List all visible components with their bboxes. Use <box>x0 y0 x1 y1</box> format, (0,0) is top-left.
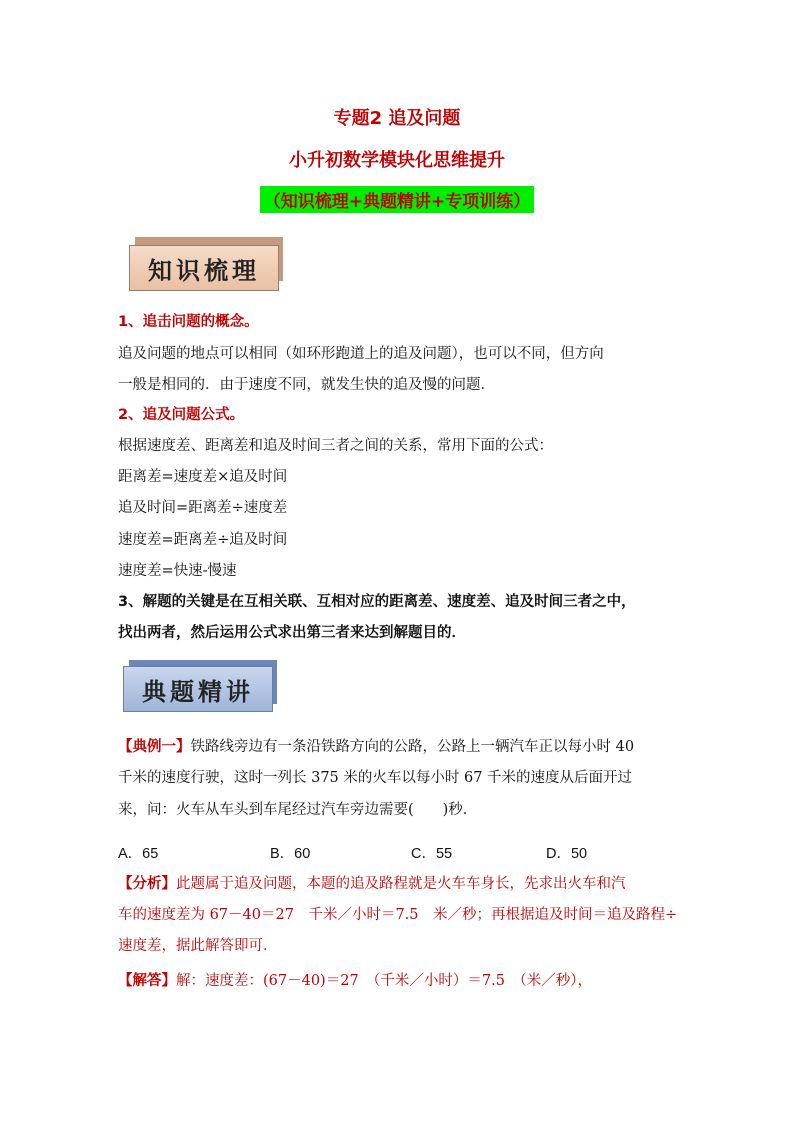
answer-text: 解：速度差：(67－40)＝27 （千米／小时）＝7.5 （米／秒）， <box>176 973 592 989</box>
k3-line2: 找出两者，然后运用公式求出第三者来达到解题目的． <box>118 625 466 641</box>
example1-line2: 千米的速度行驶，这时一列长 375 米的火车以每小时 67 千米的速度从后面开过 <box>118 770 633 786</box>
option-a: A．65 <box>118 846 159 862</box>
analysis-line2: 车的速度差为 67－40＝27 千米／小时＝7.5 米／秒；再根据追及时间＝追及路程÷ <box>118 907 678 923</box>
formula-1: 距离差=速度差×追及时间 <box>118 469 288 485</box>
option-d: D．50 <box>546 846 588 862</box>
example1-text1: 铁路线旁边有一条沿铁路方向的公路，公路上一辆汽车正以每小时 40 <box>190 739 635 755</box>
answer-tag: 【解答】 <box>118 972 176 989</box>
tagline: （知识梳理+典题精讲+专项训练） <box>260 186 535 213</box>
k3-line1: 3、解题的关键是在互相关联、互相对应的距离差、速度差、追及时间三者之中， <box>118 594 636 610</box>
section-banner-examples: 典题精讲 <box>123 666 273 712</box>
formula-3: 速度差=距离差÷追及时间 <box>118 532 288 548</box>
analysis-line3: 速度差，据此解答即可． <box>118 938 278 954</box>
k1-heading: 1、追击问题的概念。 <box>118 314 259 330</box>
section-banner-knowledge: 知识梳理 <box>129 245 279 291</box>
example1-line3: 来，问：火车从车头到车尾经过汽车旁边需要( )秒． <box>118 802 478 818</box>
option-c: C．55 <box>411 846 453 862</box>
formula-2: 追及时间=距离差÷速度差 <box>118 500 288 516</box>
tagline-wrapper <box>0 186 794 213</box>
analysis-tag: 【分析】 <box>118 875 176 892</box>
k1-line2: 一般是相同的．由于速度不同，就发生快的追及慢的问题． <box>118 377 495 393</box>
analysis-line1 <box>118 874 678 894</box>
document-subtitle: 小升初数学模块化思维提升 <box>289 150 505 171</box>
k2-heading: 2、追及问题公式。 <box>118 407 245 423</box>
k2-line1: 根据速度差、距离差和追及时间三者之间的关系，常用下面的公式： <box>118 438 553 454</box>
example1-tag: 【典例一】 <box>118 739 191 755</box>
option-b: B．60 <box>270 846 311 862</box>
analysis-text1: 此题属于追及问题，本题的追及路程就是火车车身长，先求出火车和汽 <box>176 876 626 892</box>
example1-line1 <box>118 737 678 757</box>
document-title: 专题2 追及问题 <box>333 108 461 129</box>
k1-line1: 追及问题的地点可以相同（如环形跑道上的追及问题），也可以不同，但方向 <box>118 346 604 362</box>
formula-4: 速度差=快速-慢速 <box>118 563 237 579</box>
answer-line <box>118 971 678 991</box>
